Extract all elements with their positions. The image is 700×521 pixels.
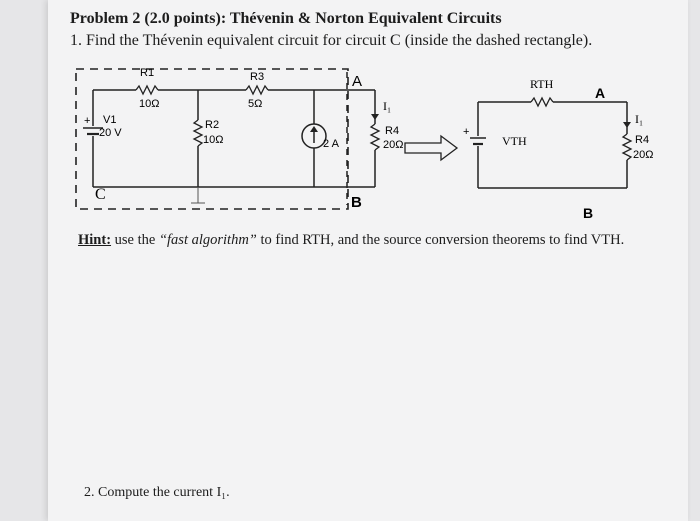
eq-r4-name: R4 — [635, 134, 650, 146]
problem-title: Problem 2 (2.0 points): Thévenin & Norton Equivalent Circuits — [70, 10, 502, 27]
r2-resistor — [194, 120, 202, 146]
r4-value: 20Ω — [383, 139, 404, 151]
r1-name: R1 — [140, 67, 155, 79]
current-source-value: 2 A — [323, 138, 339, 150]
v1-value: 20 V — [99, 127, 122, 139]
hint-text — [78, 232, 624, 249]
eq-node-b-label: B — [583, 205, 594, 221]
v1-name: V1 — [103, 114, 117, 126]
hint-part1: use the — [111, 232, 159, 248]
r3-name: R3 — [250, 71, 265, 83]
v1-plus: + — [84, 115, 91, 127]
r2-value: 10Ω — [203, 134, 224, 146]
node-a-label: A — [352, 73, 363, 90]
r4-name: R4 — [385, 125, 400, 137]
hint-emphasis: “fast algorithm” — [158, 232, 257, 248]
i1-equivalent-arrow-icon — [623, 122, 631, 128]
vth-label: VTH — [502, 134, 527, 148]
r1-resistor — [136, 86, 158, 94]
equivalent-arrow-icon — [405, 136, 457, 160]
hint-label: Hint: — [78, 232, 112, 248]
vth-plus: + — [463, 126, 470, 138]
rth-label: RTH — [530, 77, 554, 91]
eq-r4-value: 20Ω — [633, 149, 654, 161]
circuit-c-label: C — [95, 186, 106, 203]
eq-i1-label: I₁ — [635, 112, 644, 126]
r1-value: 10Ω — [139, 98, 160, 110]
rth-resistor — [531, 98, 553, 106]
r3-resistor — [246, 86, 268, 94]
eq-node-a-label: A — [595, 85, 606, 101]
r4-equivalent-resistor — [623, 134, 631, 160]
current-arrow-icon — [310, 126, 318, 132]
r3-value: 5Ω — [248, 98, 263, 110]
r2-name: R2 — [205, 119, 220, 131]
question-2: 2. Compute the current I₁. — [84, 485, 230, 500]
node-b-label: B — [351, 194, 362, 211]
i1-label: I₁ — [383, 99, 392, 113]
hint-part2: to find RTH, and the source conversion theorems to find VTH. — [256, 232, 625, 248]
r4-resistor — [371, 124, 379, 150]
question-1: 1. Find the Thévenin equivalent circuit for circuit C (inside the dashed rectangle). — [70, 32, 593, 49]
i1-arrow-icon — [371, 114, 379, 120]
